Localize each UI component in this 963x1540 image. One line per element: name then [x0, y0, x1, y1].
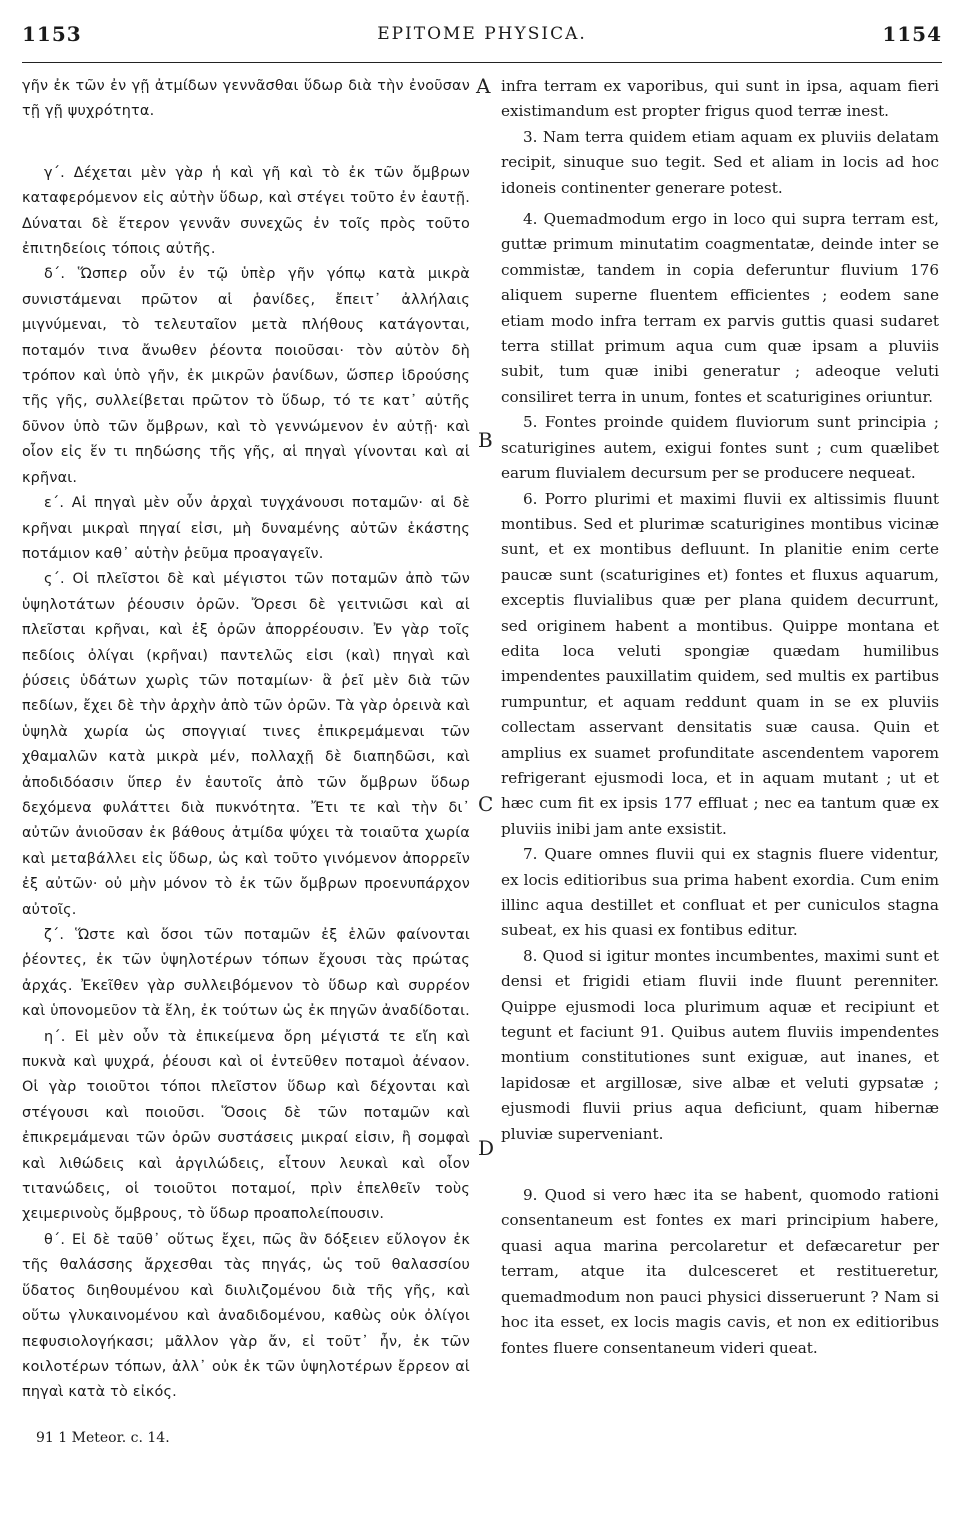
latin-paragraph: 3. Nam terra quidem etiam aquam ex pluviis delatam recipit, sinuque suo tegit. Sed et aliam in locis ad hoc idoneis continenter generare potest.	[501, 127, 939, 197]
latin-paragraph: infra terram ex vaporibus, qui sunt in ipsa, aquam fieri existimandum est propter frigus quod terræ inest.	[501, 77, 939, 121]
page-header	[22, 22, 942, 62]
greek-column	[22, 74, 470, 1406]
greek-paragraph: θ΄. Εἰ δὲ ταῦθ᾽ οὕτως ἔχει, πῶς ἂν δόξειεν εὔλογον ἐκ τῆς θαλάσσης ἄρχεσθαι τὰς πηγάς, ὡς τοῦ θαλασσίου ὕδατος διηθουμένου καὶ διυλιζομένου διὰ τῆς γῆς, καὶ οὕτω γλυκαινομένου καὶ ἀναδιδομένου, καθὼς οὐκ ὀλίγοι πεφυσιολογήκασι; μᾶλλον γὰρ ἄν, εἰ τοῦτ᾽ ἦν, ἐκ τῶν κοιλοτέρων τόπων, ἀλλ᾽ οὐκ ἐκ τῶν ὑψηλοτέρων ἔρρεον αἱ πηγαὶ κατὰ τὸ εἰκός.	[22, 1231, 470, 1401]
latin-column	[501, 74, 939, 1361]
page-number-left: 1153	[22, 22, 82, 46]
latin-paragraph: 5. Fontes proinde quidem fluviorum sunt principia ; scaturigines autem, exigui fontes sunt ; cum quælibet earum fluvialem decursum per se producere nequeat.	[501, 413, 939, 483]
greek-paragraph: ς΄. Οἱ πλεῖστοι δὲ καὶ μέγιστοι τῶν ποταμῶν ἀπὸ τῶν ὑψηλοτάτων ῥέουσιν ὀρῶν. Ὄρεσι δὲ γειτνιῶσι καὶ αἱ πλεῖσται κρῆναι, καὶ ἐξ ὀρῶν ἀπορρέουσιν. Ἐν γὰρ τοῖς πεδίοις ὀλίγαι (κρῆναι) παντελῶς εἰσι (καὶ) πηγαὶ καὶ ῥύσεις ὑδάτων χωρὶς τῶν ποταμίων· ἃ ῥεῖ μὲν διὰ τῶν πεδίων, ἔχει δὲ τὴν ἀρχὴν ἀπὸ τῶν ὀρῶν. Τὰ γὰρ ὀρεινὰ καὶ ὑψηλὰ χωρία ὡς σπογγιαί τινες ἐπικρεμάμεναι τῶν χθαμαλῶν κατὰ μικρὰ μέν, πολλαχῇ δὲ διαπηδῶσι, καὶ ἀποδιδόασιν ὕπερ ἐν ἑαυτοῖς ἀπὸ τῶν ὄμβρων ὕδωρ δεχόμενα φυλάττει διὰ πυκνότητα. Ἔτι τε καὶ τὴν δι᾽ αὐτῶν ἀνιοῦσαν ἐκ βάθους ἀτμίδα ψύχει τὰ τοιαῦτα χωρία καὶ μεταβάλλει εἰς ὕδωρ, ὡς καὶ τοῦτο γινόμενον ἀπορρεῖν ἐξ αὐτῶν· οὐ μὴν μόνον τὸ ἐκ τῶν ὄμβρων προενυπάρχον αὐτοῖς.	[22, 571, 470, 918]
latin-paragraph: 6. Porro plurimi et maximi fluvii ex altissimis fluunt montibus. Sed et plurimæ scaturigines montibus vicinæ sunt, et ex montibus defluunt. In planitie enim certe paucæ sunt (scaturigines et) fontes et fluxus aquarum, exceptis fluvialibus quæ per plana quidem decurrunt, sed originem habent a montibus. Quippe montana et edita loca veluti spongiæ quædam humilibus impendentes pauxillatim quidem, sed multis ex partibus rumpuntur, et aquam reddunt quam in se ex pluviis collectam asservant densitatis suæ causa. Quin et amplius ex suamet profunditate ascendentem vaporem refrigerant ejusmodi loca, et in aquam mutant ; ut et hæc cum fit ex ipsis 177 effluat ; nec ea tantum quæ ex pluviis inibi jam ante exsistit.	[501, 489, 939, 838]
running-title: EPITOME PHYSICA.	[377, 24, 587, 44]
greek-paragraph: γ΄. Δέχεται μὲν γὰρ ἡ καὶ γῆ καὶ τὸ ἐκ τῶν ὄμβρων καταφερόμενον εἰς αὐτὴν ὕδωρ, καὶ στέγει τοῦτο ἐν ἑαυτῇ. Δύναται δὲ ἕτερον γεννᾶν συνεχῶς ἐν τοῖς πρὸς τοῦτο ἐπιτηδείοις τόποις αὐτῆς.	[22, 164, 470, 258]
page-number-right: 1154	[882, 22, 942, 46]
greek-paragraph: η΄. Εἰ μὲν οὖν τὰ ἐπικείμενα ὄρη μέγιστά τε εἴη καὶ πυκνὰ καὶ ψυχρά, ῥέουσι καὶ οἱ ἐντεῦθεν ποταμοὶ ἀέναον. Οἱ γὰρ τοιοῦτοι τόποι πλεῖστον ὕδωρ καὶ δέχονται καὶ στέγουσι καὶ ποιοῦσι. Ὅσοις δὲ τῶν ποταμῶν καὶ ἐπικρεμάμεναι τῶν ὀρῶν συστάσεις μικραί εἰσιν, ἢ σομφαὶ καὶ λιθώδεις καὶ ἀργιλώδεις, εἶτουν λευκαὶ καὶ οἷον τιτανώδεις, οἱ τοιοῦτοι ποταμοί, πρὶν ἐπελθεῖν τοὺς χειμερινοὺς ὄμβρους, τὸ ὕδωρ προαπολείπουσιν.	[22, 1028, 470, 1223]
greek-paragraph: γῆν ἐκ τῶν ἐν γῇ ἀτμίδων γεννᾶσθαι ὕδωρ διὰ τὴν ἐνοῦσαν τῇ γῇ ψυχρότητα.	[22, 78, 470, 120]
margin-marker: D	[478, 1136, 495, 1160]
latin-paragraph: 4. Quemadmodum ergo in loco qui supra terram est, guttæ primum minutatim coagmentatæ, deinde inter se commistæ, tandem in copia deferuntur fluvium 176 aliquem superne fluentem efficientes ; eodem sane etiam modo infra terram ex parvis guttis quasi sudaret terra stillat primum aqua cum quæ ipsam a pluviis subit, tum quæ inibi generatur ; adeoque veluti consiliret terra in unum, fontes et scaturigines oriuntur.	[501, 210, 939, 406]
header-rule	[22, 62, 942, 63]
greek-paragraph: ζ΄. Ὥστε καὶ ὅσοι τῶν ποταμῶν ἐξ ἑλῶν φαίνονται ῥέοντες, ἐκ τῶν ὑψηλοτέρων τόπων ἔχουσι τὰς πρώτας ἀρχάς. Ἐκεῖθεν γὰρ συλλειβόμενον τὸ ὕδωρ καὶ συρρέον καὶ ὑπονομεῦον τὰ ἕλη, ἐκ τούτων ὡς ἐκ πηγῶν ἀναδίδοται.	[22, 927, 470, 1020]
margin-marker: B	[478, 428, 493, 452]
greek-paragraph: δ΄. Ὥσπερ οὖν ἐν τῷ ὑπὲρ γῆν γόπῳ κατὰ μικρὰ συνιστάμεναι πρῶτον αἱ ῥανίδες, ἔπειτ᾽ ἀλλήλαις μιγνύμεναι, τὸ τελευταῖον μετὰ πλήθους κατάγονται, ποταμόν τινα ἄνωθεν ῥέοντα ποιοῦσαι· τὸν αὐτὸν δὴ τρόπον καὶ ὑπὸ γῆν, ἐκ μικρῶν ῥανίδων, ὥσπερ ἱδρούσης τῆς γῆς, συλλείβεται πρῶτον τὸ ὕδωρ, τό τε κατ᾽ αὐτῆς δῦνον ὑπὸ τῶν ὄμβρων, καὶ τὸ γεννώμενον ἐν αὐτῇ· καὶ οἷον εἰς ἕν τι πηδώσης τῆς γῆς, αἱ πηγαὶ γίνονται καὶ αἱ κρῆναι.	[22, 266, 470, 486]
latin-paragraph: 7. Quare omnes fluvii qui ex stagnis fluere videntur, ex locis editioribus sua prima habent exordia. Cum enim illinc aqua destillet et confluat et per cuniculos stagna subeat, ex his quasi ex fontibus editur.	[501, 845, 939, 940]
margin-marker: A	[476, 74, 491, 98]
latin-paragraph: 8. Quod si igitur montes incumbentes, maximi sunt et densi et frigidi etiam fluvii inde fluunt perenniter. Quippe ejusmodi loca plurimum aquæ et recipiunt et tegunt et faciunt 91. Quibus autem fluviis impendentes montium constitutiones sunt exiguæ, aut inanes, et lapidosæ et argillosæ, sive albæ et veluti gypsatæ ; ejusmodi fluvii prius aqua deficiunt, quam hibernæ pluviæ superveniant.	[501, 946, 939, 1143]
margin-marker: C	[478, 792, 494, 816]
greek-paragraph: ε΄. Αἱ πηγαὶ μὲν οὖν ἀρχαὶ τυγχάνουσι ποταμῶν· αἱ δὲ κρῆναι μικραὶ πηγαί εἰσι, μὴ δυναμένης αὐτῶν ἑκάστης ποτάμιον καθ᾽ αὑτὴν ῥεῦμα προαγαγεῖν.	[22, 495, 470, 562]
latin-paragraph: 9. Quod si vero hæc ita se habent, quomodo rationi consentaneum est fontes ex mari principium habere, quasi aqua marina percolaretur et defæcaretur per terram, atque ita dulcesceret et restitueretur, quemadmodum non pauci physici disseruerunt ? Nam si hoc ita esset, ex locis magis cavis, et non ex editioribus fontes fluere consentaneum videri queat.	[501, 1186, 939, 1357]
footnote: 91 1 Meteor. c. 14.	[36, 1430, 170, 1446]
